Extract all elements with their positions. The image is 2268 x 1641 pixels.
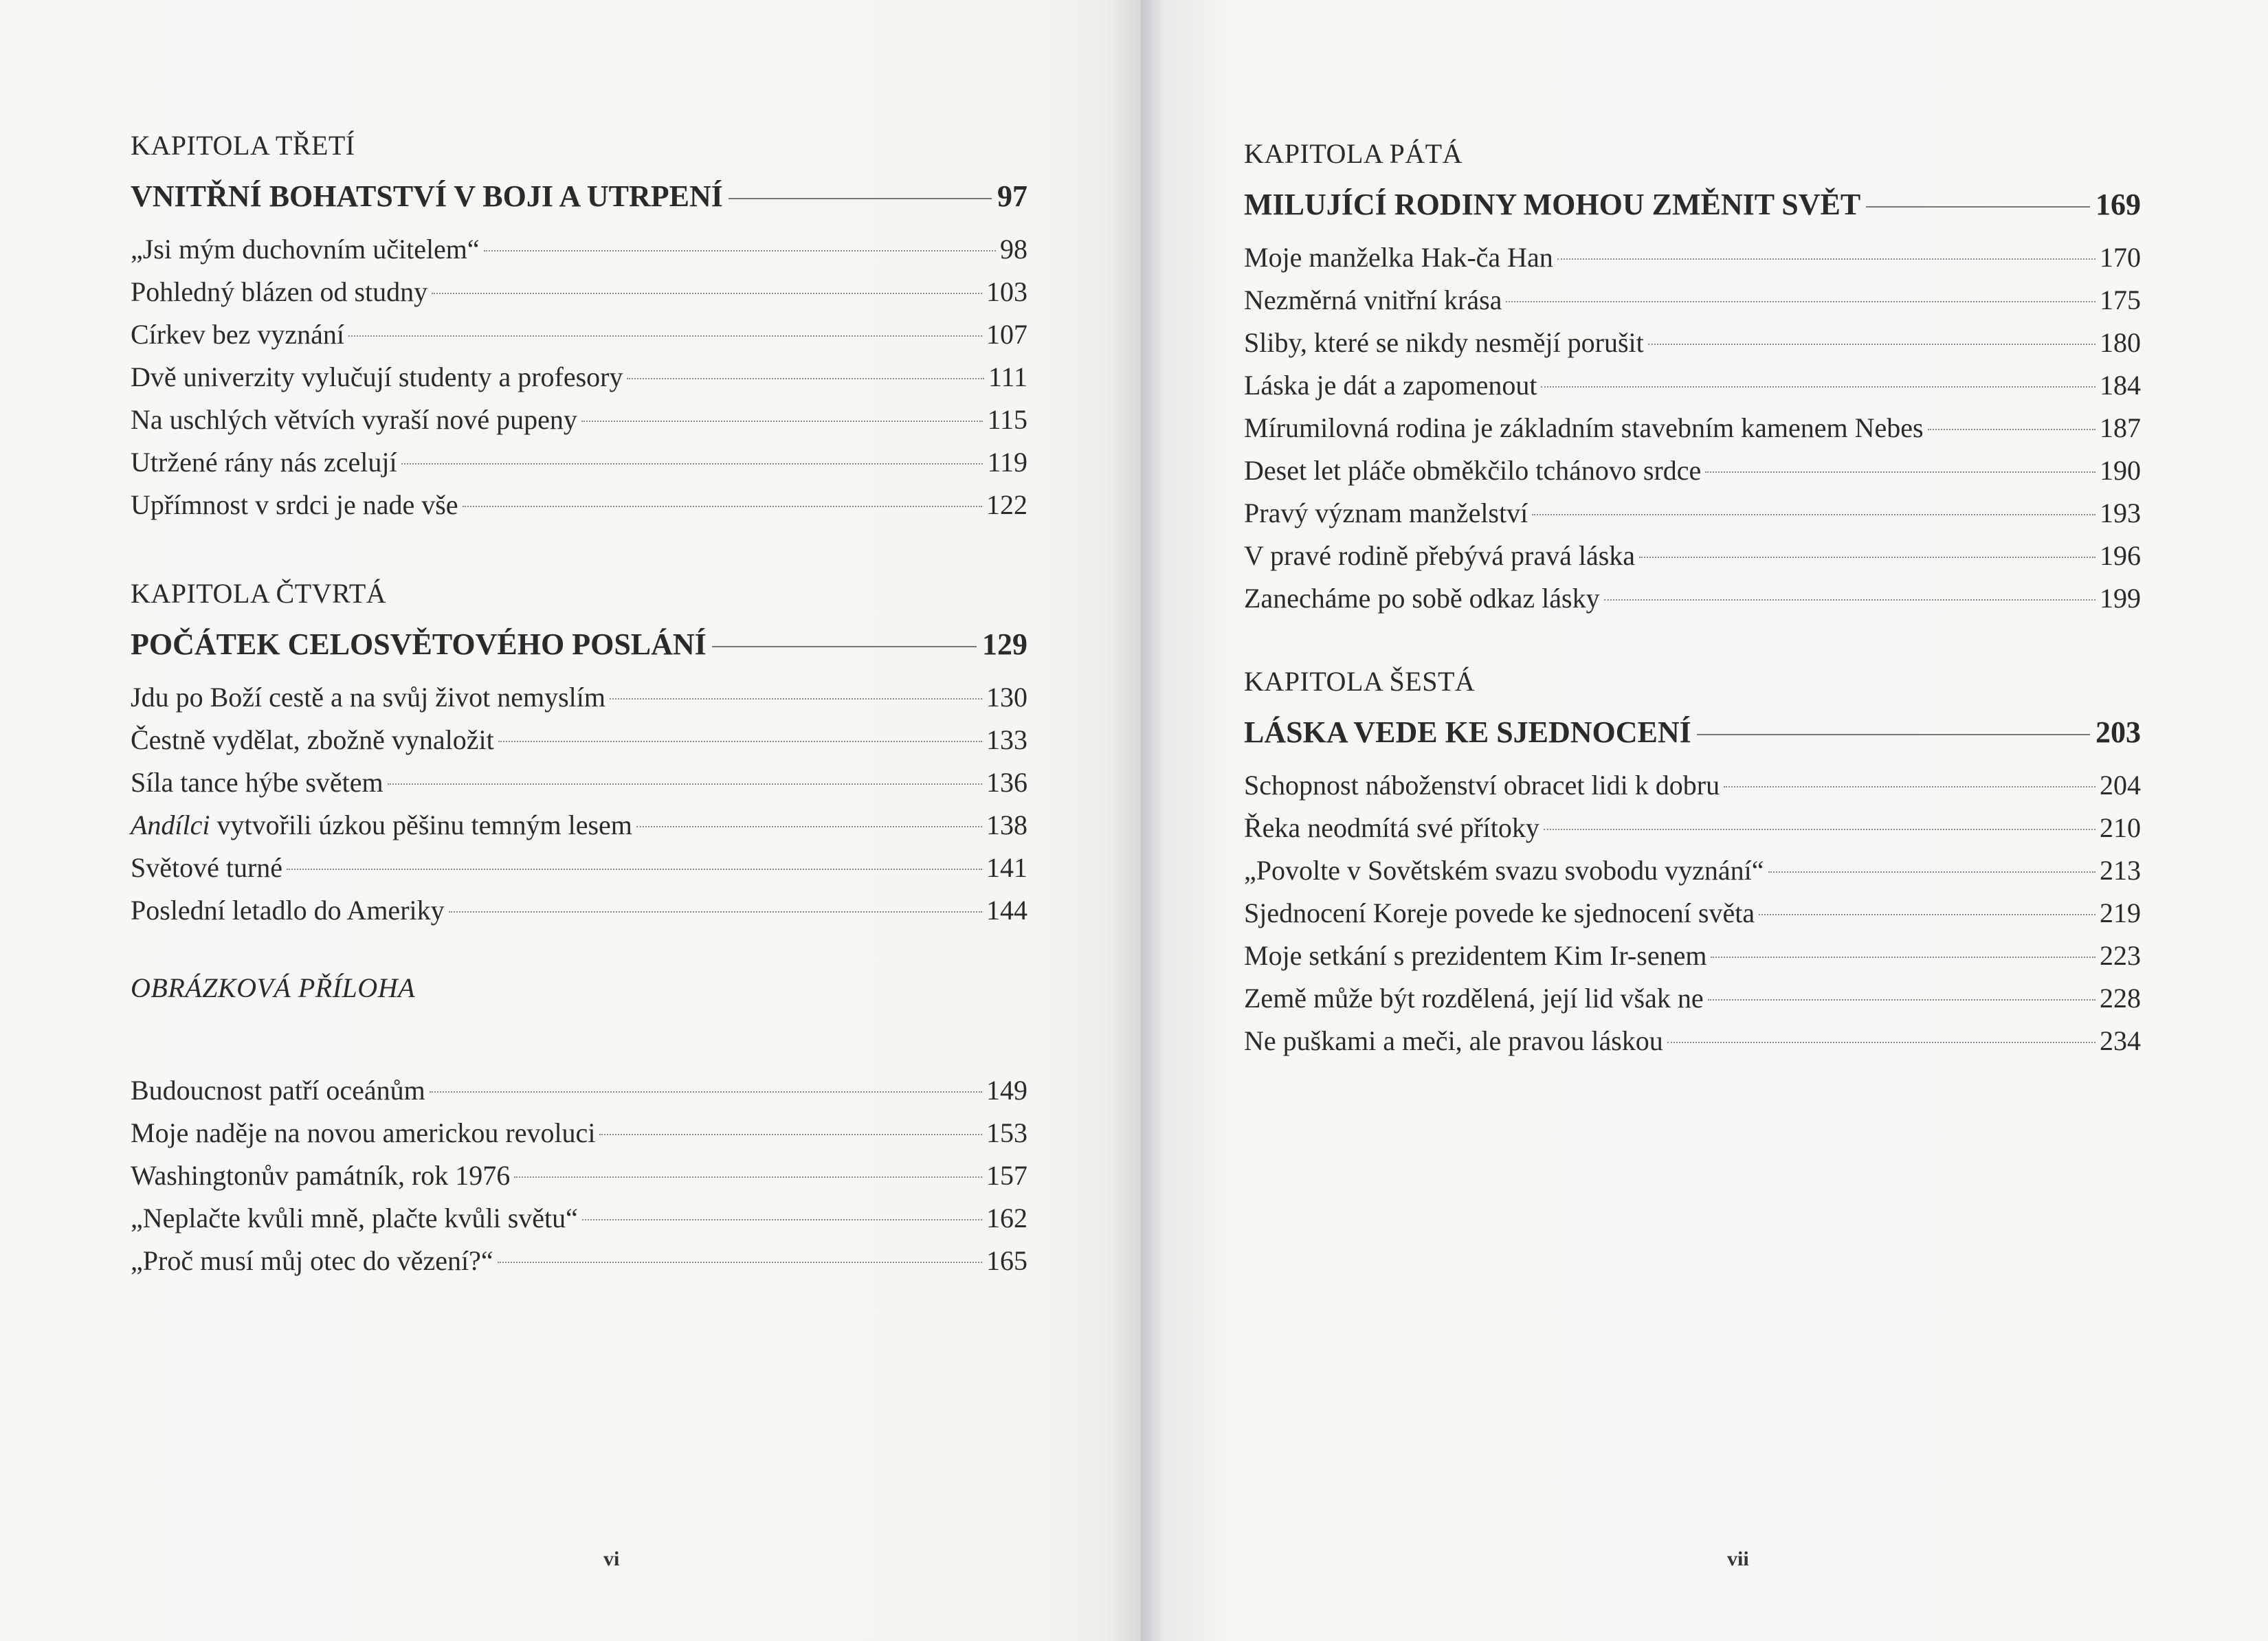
entry-title: Upřímnost v srdci je nade vše [131,489,458,520]
entry-page-number: 180 [2100,327,2141,358]
leader-dots [1667,1042,2095,1043]
entry-title: Pravý význam manželství [1244,498,1528,528]
chapter-page-number: 129 [982,627,1027,661]
entry-title: Washingtonův památník, rok 1976 [131,1160,511,1191]
leader-dots [581,421,983,422]
toc-entry[interactable] [131,1197,1027,1240]
leader-dots [1506,301,2095,302]
leader-dots [1557,258,2095,260]
leader-dots [1768,871,2095,873]
leader-dots [287,869,982,870]
entry-page-number: 219 [2100,897,2141,928]
toc-entry[interactable] [131,484,1027,526]
entry-page-number: 133 [986,724,1027,755]
leader-dots [514,1176,982,1178]
toc-entry[interactable] [131,761,1027,804]
leader-dots [636,826,982,827]
toc-entry[interactable] [1244,577,2141,620]
toc-entry[interactable] [131,228,1027,271]
chapter-title: LÁSKA VEDE KE SJEDNOCENÍ [1244,715,1691,749]
page-folio: vii [1727,1548,1749,1570]
leader-dots [1541,386,2095,388]
chapter-page-number: 97 [997,179,1027,213]
toc-entry[interactable] [131,1069,1027,1112]
toc-entry[interactable] [131,441,1027,484]
chapter-heading[interactable] [1244,713,2141,752]
chapter-label: KAPITOLA TŘETÍ [131,130,355,161]
entry-title: Deset let pláče obměkčilo tchánovo srdce [1244,455,1702,486]
chapter-6-section [1244,665,2141,1062]
toc-entry[interactable] [131,889,1027,932]
toc-entry[interactable] [131,1240,1027,1282]
entry-title: Pohledný blázen od studny [131,276,428,307]
entry-title: Utržené rány nás zcelují [131,447,397,478]
toc-entry[interactable] [131,313,1027,356]
entry-page-number: 136 [986,767,1027,798]
entry-title: Nezměrná vnitřní krása [1244,284,1502,315]
entry-page-number: 190 [2100,455,2141,486]
right-page [1141,0,2268,1641]
entry-page-number: 111 [988,361,1027,392]
toc-entry[interactable] [1244,535,2141,577]
entry-title: Zanecháme po sobě odkaz lásky [1244,583,1600,614]
entry-page-number: 199 [2100,583,2141,614]
leader-line [729,198,992,199]
entry-page-number: 165 [986,1245,1027,1276]
chapter-5-section [1244,137,2141,620]
toc-entry[interactable] [1244,849,2141,892]
toc-entry[interactable] [1244,449,2141,492]
toc-entry[interactable] [1244,492,2141,535]
leader-dots [449,911,982,913]
chapter-heading[interactable] [131,177,1027,216]
leader-dots [388,783,982,785]
leader-line [1866,206,2090,208]
entry-title: Schopnost náboženství obracet lidi k dobru [1244,770,1720,801]
leader-dots [1705,471,2095,473]
toc-entry[interactable] [1244,236,2141,279]
entry-title: V pravé rodině přebývá pravá láska [1244,540,1636,571]
leader-dots [463,506,982,507]
toc-entry[interactable] [131,271,1027,313]
toc-entry[interactable] [131,719,1027,761]
entry-page-number: 98 [1000,234,1027,265]
chapter-title: VNITŘNÍ BOHATSTVÍ V BOJI A UTRPENÍ [131,179,723,213]
entry-page-number: 193 [2100,498,2141,528]
leader-dots [498,741,982,742]
toc-entry[interactable] [131,1154,1027,1197]
entry-title: Moje manželka Hak-ča Han [1244,242,1553,273]
entry-page-number: 141 [986,852,1027,883]
entry-title: Budoucnost patří oceánům [131,1075,425,1106]
leader-dots [1711,957,2095,958]
chapter-page-number: 203 [2095,715,2141,749]
toc-entry[interactable] [1244,764,2141,807]
entry-page-number: 103 [986,276,1027,307]
entry-page-number: 228 [2100,983,2141,1014]
entry-title: „Proč musí můj otec do vězení?“ [131,1245,493,1276]
leader-dots [627,378,983,379]
entry-page-number: 210 [2100,812,2141,843]
toc-entry[interactable] [1244,935,2141,977]
entry-title: Láska je dát a zapomenout [1244,370,1537,401]
entry-page-number: 234 [2100,1025,2141,1056]
entry-title: Síla tance hýbe světem [131,767,383,798]
leader-dots [432,293,982,294]
entry-page-number: 162 [986,1203,1027,1233]
entry-page-number: 130 [986,682,1027,713]
entry-title: „Povolte v Sovětském svazu svobodu vyznání“ [1244,855,1764,886]
leader-dots [1708,999,2095,1001]
leader-dots [1604,599,2095,601]
leader-dots [1532,514,2095,515]
toc-entry[interactable] [131,1112,1027,1154]
leader-line [712,646,977,647]
leader-dots [1639,557,2095,558]
entry-title: Sliby, které se nikdy nesmějí porušit [1244,327,1644,358]
entry-title: Na uschlých větvích vyraší nové pupeny [131,404,577,435]
chapter-label: KAPITOLA ŠESTÁ [1244,666,1476,697]
entry-title: Mírumilovná rodina je základním stavebním kamenem Nebes [1244,412,1924,443]
entry-title: Poslední letadlo do Ameriky [131,895,445,926]
entry-page-number: 144 [986,895,1027,926]
entry-title: Řeka neodmítá své přítoky [1244,812,1539,843]
chapter-title: POČÁTEK CELOSVĚTOVÉHO POSLÁNÍ [131,627,707,661]
leader-dots [1759,914,2095,915]
chapter-3-section [131,129,1027,526]
leader-dots [430,1091,982,1093]
leader-dots [1648,344,2095,345]
entry-title: Jdu po Boží cestě a na svůj život nemyslím [131,682,605,713]
entry-title: Dvě univerzity vylučují studenty a profesory [131,361,623,392]
entry-title: Moje setkání s prezidentem Kim Ir-senem [1244,940,1707,971]
entry-page-number: 157 [986,1160,1027,1191]
entry-title: Země může být rozdělená, její lid však ne [1244,983,1704,1014]
entry-page-number: 196 [2100,540,2141,571]
toc-entry[interactable] [1244,279,2141,322]
entry-page-number: 204 [2100,770,2141,801]
toc-entry[interactable] [131,676,1027,719]
toc-entry[interactable] [1244,407,2141,449]
toc-entry[interactable] [131,804,1027,847]
chapter-title: MILUJÍCÍ RODINY MOHOU ZMĚNIT SVĚT [1244,188,1861,221]
entry-title: Moje naděje na novou americkou revoluci [131,1117,596,1148]
entry-page-number: 153 [986,1117,1027,1148]
leader-line [1697,734,2090,735]
entry-title: Sjednocení Koreje povede ke sjednocení světa [1244,897,1755,928]
entry-page-number: 223 [2100,940,2141,971]
leader-dots [498,1262,982,1263]
chapter-heading[interactable] [1244,186,2141,224]
entry-page-number: 187 [2100,412,2141,443]
leader-dots [1724,786,2095,788]
leader-dots [1928,429,2095,430]
page-folio: vi [603,1548,620,1570]
toc-entry[interactable] [131,399,1027,441]
leader-dots [599,1134,982,1135]
chapter-4-section [131,577,1027,932]
entry-page-number: 184 [2100,370,2141,401]
entry-title: „Neplačte kvůli mně, plačte kvůli světu“ [131,1203,578,1233]
entry-page-number: 115 [987,404,1027,435]
toc-entry[interactable] [1244,977,2141,1020]
entry-title: „Jsi mým duchovním učitelem“ [131,234,480,265]
leader-dots [484,250,996,252]
entry-page-number: 149 [986,1075,1027,1106]
entry-title: Čestně vydělat, zbožně vynaložit [131,724,494,755]
entry-page-number: 170 [2100,242,2141,273]
entry-page-number: 107 [986,319,1027,350]
entry-title-rest: vytvořili úzkou pěšinu temným lesem [210,810,632,840]
appendix-section [131,972,1027,1282]
chapter-label: KAPITOLA PÁTÁ [1244,138,1463,169]
entry-title [131,804,632,847]
entry-page-number: 119 [987,447,1027,478]
appendix-label: OBRÁZKOVÁ PŘÍLOHA [131,972,416,1003]
leader-dots [582,1219,982,1220]
leader-dots [401,463,983,465]
toc-entry[interactable] [1244,807,2141,849]
toc-entry[interactable] [1244,364,2141,407]
entry-page-number: 213 [2100,855,2141,886]
entry-title-italic: Andílci [131,810,210,840]
entry-title: Světové turné [131,852,283,883]
toc-entry[interactable] [131,356,1027,399]
entry-title: Církev bez vyznání [131,319,344,350]
chapter-page-number: 169 [2095,188,2141,221]
chapter-heading[interactable] [131,625,1027,664]
toc-entry[interactable] [1244,1020,2141,1062]
entry-title: Ne puškami a meči, ale pravou láskou [1244,1025,1663,1056]
toc-entry[interactable] [1244,322,2141,364]
leader-dots [610,698,982,700]
toc-entry[interactable] [131,847,1027,889]
chapter-label: KAPITOLA ČTVRTÁ [131,578,387,609]
leader-dots [1544,829,2095,830]
entry-page-number: 175 [2100,284,2141,315]
toc-entry[interactable] [1244,892,2141,935]
entry-page-number: 122 [986,489,1027,520]
leader-dots [348,335,982,337]
entry-page-number: 138 [986,810,1027,840]
